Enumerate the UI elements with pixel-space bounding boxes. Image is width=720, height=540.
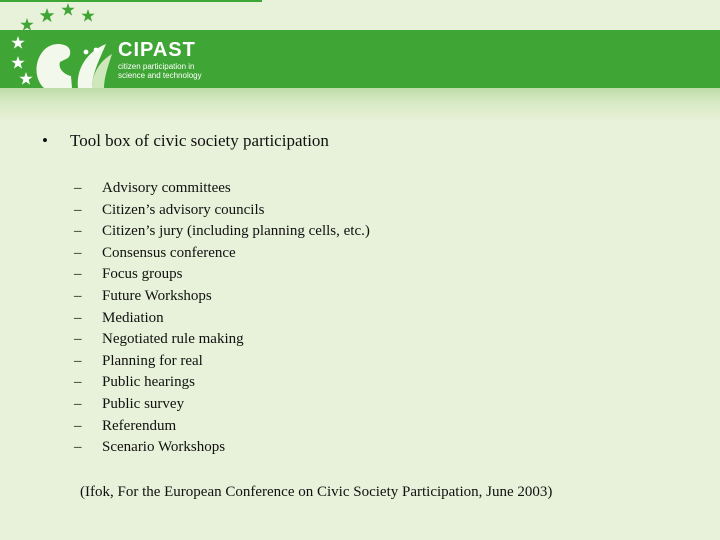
list-item <box>74 221 370 243</box>
list-item <box>74 372 370 394</box>
dash-glyph: – <box>74 266 82 283</box>
star-icon <box>11 56 24 69</box>
dash-glyph: – <box>74 395 82 412</box>
star-icon <box>19 72 32 85</box>
main-bullet <box>42 131 329 151</box>
dot-icon <box>94 48 99 53</box>
slide-heading: Tool box of civic society participation <box>70 131 329 150</box>
brand <box>118 39 278 80</box>
dot-icon <box>84 50 89 55</box>
dash-glyph: – <box>74 244 82 261</box>
dash-glyph: – <box>74 417 82 434</box>
tool-list <box>74 178 370 459</box>
dash-glyph: – <box>74 374 82 391</box>
list-item <box>74 416 370 438</box>
dash-glyph: – <box>74 223 82 240</box>
bullet-glyph: • <box>42 131 48 150</box>
list-item-label: Planning for real <box>102 352 203 369</box>
list-item-label: Public survey <box>102 395 185 412</box>
dash-glyph: – <box>74 439 82 456</box>
list-item-label: Future Workshops <box>102 287 212 304</box>
list-item-label: Advisory committees <box>102 180 231 196</box>
dash-glyph: – <box>74 201 82 218</box>
list-item-label: Scenario Workshops <box>102 439 226 456</box>
dash-glyph: – <box>74 309 82 326</box>
star-icon <box>20 18 33 31</box>
list-item <box>74 178 370 200</box>
star-icon <box>11 36 24 49</box>
dash-glyph: – <box>74 352 82 369</box>
list-item-label: Public hearings <box>102 374 195 391</box>
list-item <box>74 394 370 416</box>
list-item <box>74 351 370 373</box>
list-item <box>74 200 370 222</box>
list-item <box>74 286 370 308</box>
cipast-logo-icon <box>0 0 130 92</box>
list-item-label: Consensus conference <box>102 244 236 261</box>
dash-glyph: – <box>74 180 82 196</box>
list-item-label: Citizen’s jury (including planning cells, etc.) <box>102 223 370 240</box>
star-icon <box>40 8 55 22</box>
brand-tagline: citizen participation in science and technology <box>118 62 202 80</box>
list-item <box>74 243 370 265</box>
list-item <box>74 437 370 459</box>
star-icon <box>61 3 74 16</box>
citation: (Ifok, For the European Conference on Civic Society Participation, June 2003) <box>80 484 553 500</box>
list-item-label: Referendum <box>102 417 177 434</box>
list-item-label: Negotiated rule making <box>102 331 244 348</box>
list-item <box>74 264 370 286</box>
list-item <box>74 308 370 330</box>
brand-name: CIPAST <box>118 39 196 61</box>
star-icon <box>81 9 94 22</box>
header-fade <box>0 88 720 122</box>
list-item <box>74 329 370 351</box>
list-item-label: Citizen’s advisory councils <box>102 201 265 218</box>
dash-glyph: – <box>74 331 82 348</box>
list-item-label: Focus groups <box>102 266 183 283</box>
list-item-label: Mediation <box>102 309 164 326</box>
dash-glyph: – <box>74 287 82 304</box>
head-profile-icon <box>36 44 72 88</box>
